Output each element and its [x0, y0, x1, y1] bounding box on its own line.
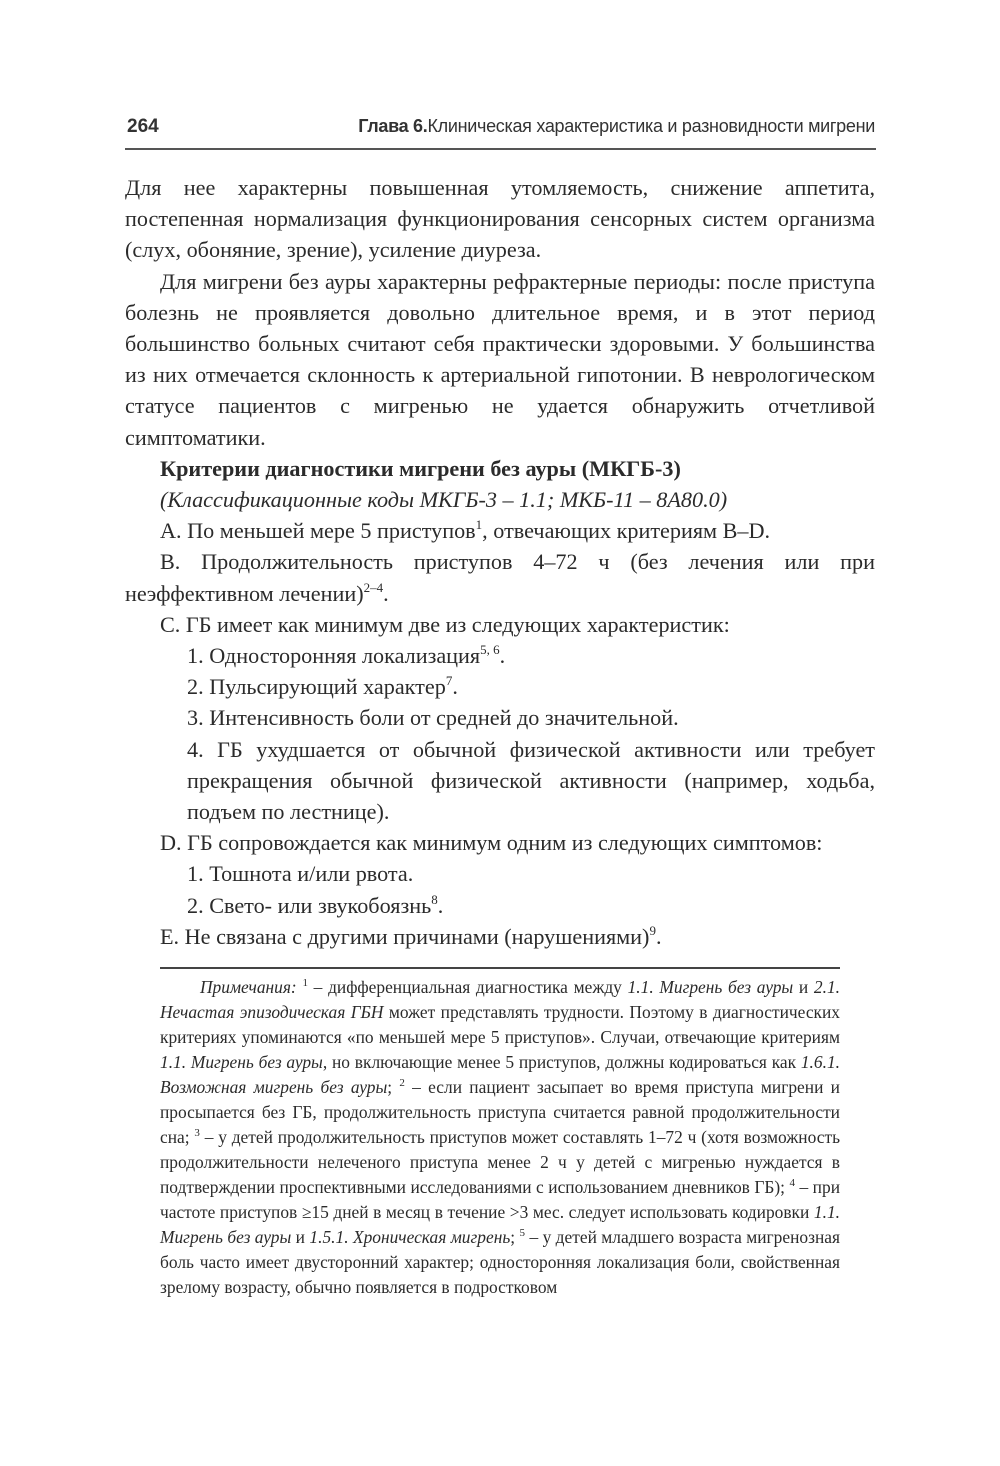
note-marker-5: 5	[519, 1227, 526, 1239]
criterion-d: D. ГБ сопровождается как минимум одним из следующих симптомов:	[160, 830, 823, 856]
criteria-codes: (Классификационные коды МКГБ-3 – 1.1; МКБ-11 – 8A80.0)	[160, 487, 728, 513]
chapter-title: Клиническая характеристика и разновидности мигрени	[427, 116, 875, 136]
criterion-d2-text: 2. Свето- или звукобоязнь	[187, 892, 432, 918]
criterion-b	[125, 546, 875, 608]
criterion-c3: 3. Интенсивность боли от средней до значительной.	[187, 705, 679, 731]
notes-label: Примечания:	[200, 977, 297, 997]
footnote-ref-2-4: 2–4	[363, 579, 384, 595]
criterion-d2-tail: .	[437, 892, 444, 918]
note-marker-3: 3	[194, 1127, 200, 1139]
criterion-e-tail: .	[655, 923, 662, 949]
running-header	[127, 116, 875, 138]
note-text: ;	[510, 1227, 520, 1247]
criterion-a	[125, 515, 875, 546]
paragraph-2: Для мигрени без ауры характерны рефрактерные периоды: после приступа болезнь не проявляется довольно длительное время, и в этот период большинство больных считают себя практически здоровыми. У большинства из них отмечается склонность к артериальной гипотонии. В неврологическом статусе пациентов с мигренью не удается обнаружить отчетливой симптоматики.	[125, 268, 875, 450]
footnote-ref-5-6: 5, 6	[480, 642, 500, 658]
criterion-c1	[125, 640, 875, 671]
footnote-ref-9: 9	[649, 922, 656, 938]
note-text: , но включающие менее 5 приступов, должны кодироваться как	[322, 1052, 801, 1072]
criterion-d1: 1. Тошнота и/или рвота.	[187, 861, 414, 887]
note-text: – при частоте приступов ≥15 дней в месяц в течение >3 мес. следует использовать кодировки	[160, 1177, 840, 1222]
notes-divider	[160, 967, 840, 969]
criterion-a-tail: , отвечающих критериям B–D.	[482, 518, 771, 544]
note-marker-2: 2	[399, 1077, 405, 1089]
note-term: 1.5.1. Хроническая мигрень	[309, 1227, 511, 1247]
chapter-label: Глава 6.	[358, 116, 428, 136]
note-term: 1.1. Мигрень без ауры	[160, 1052, 323, 1072]
note-term: 1.1. Мигрень без ауры	[627, 977, 794, 997]
note-text: может представлять трудности. Поэтому в диагностических критериях упоминаются «по меньшей мере 5 приступов». Случаи, отвечающие критериям	[160, 1002, 840, 1047]
criterion-a-text: A. По меньшей мере 5 приступов	[160, 518, 476, 544]
criterion-c2-tail: .	[452, 674, 458, 700]
note-text: – у детей продолжительность приступов может составлять 1–72 ч (хотя возможность продолжительности нелеченого приступа менее 2 ч у детей с мигренью нуждается в подтверждении проспективными исследованиями с использованием дневников ГБ);	[160, 1127, 840, 1197]
footnote-ref-1: 1	[475, 517, 483, 533]
notes-paragraph	[160, 975, 840, 1300]
note-term: 2.1. Нечастая эпизодическая ГБН	[160, 977, 840, 1022]
criterion-c2-text: 2. Пульсирующий характер	[187, 674, 446, 700]
main-text	[125, 172, 875, 952]
note-text: – если пациент засыпает во время приступа мигрени и просыпается без ГБ, продолжительность приступа считается равной продолжительности сна;	[160, 1077, 840, 1147]
note-marker-4: 4	[789, 1177, 795, 1189]
criterion-e-text: E. Не связана с другими причинами (нарушениями)	[160, 923, 650, 949]
criterion-c4: 4. ГБ ухудшается от обычной физической активности или требует прекращения обычной физической активности (например, ходьба, подъем по лестнице).	[187, 736, 875, 825]
criterion-b-text: B. Продолжительность приступов 4–72 ч (без лечения или при неэффективном лечении)	[125, 549, 875, 606]
criterion-c1-tail: .	[499, 643, 506, 669]
footnote-ref-8: 8	[431, 891, 438, 907]
page-number: 264	[127, 116, 159, 137]
note-text: ;	[387, 1077, 400, 1097]
criterion-c1-text: 1. Односторонняя локализация	[187, 643, 481, 669]
paragraph-1: Для нее характерны повышенная утомляемость, снижение аппетита, постепенная нормализация функционирования сенсорных систем организма (слух, обоняние, зрение), усиление диуреза.	[125, 175, 875, 263]
criterion-e	[125, 921, 875, 952]
note-term: 1.1. Мигрень без ауры	[160, 1202, 840, 1247]
criteria-heading: Критерии диагностики мигрени без ауры (МКГБ-3)	[160, 455, 681, 481]
note-term: 1.6.1. Возможная мигрень без ауры	[160, 1052, 840, 1097]
note-text: и	[793, 977, 814, 997]
notes-block	[160, 975, 840, 1300]
criterion-d2	[125, 890, 875, 921]
criterion-c: C. ГБ имеет как минимум две из следующих характеристик:	[160, 611, 730, 637]
note-text: – дифференциальная диагностика между	[307, 977, 628, 997]
header-divider	[125, 148, 876, 150]
note-text: и	[291, 1227, 310, 1247]
criterion-b-tail: .	[383, 580, 389, 606]
running-title	[358, 116, 875, 137]
footnote-ref-7: 7	[445, 673, 453, 689]
note-marker-1: 1	[302, 977, 308, 989]
note-text: – у детей младшего возраста мигренозная боль часто имеет двусторонний характер; односторонняя локализация боли, свойственная зрелому возрасту, обычно появляется в подростковом	[160, 1227, 840, 1297]
criterion-c2	[125, 671, 875, 702]
